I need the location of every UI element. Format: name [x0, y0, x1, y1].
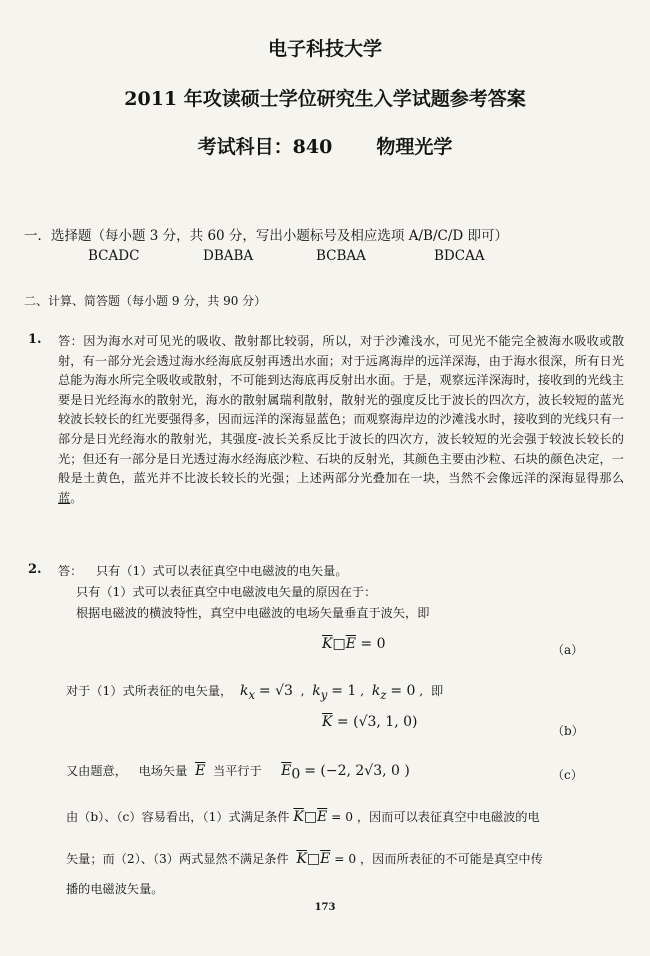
- line-f-pre: 由（b）、（c）容易看出，（1）式满足条件: [66, 810, 290, 824]
- kx-label: $k_x$: [239, 683, 256, 702]
- subject-line: [0, 132, 650, 159]
- section1-heading: 一．选择题（每小题 3 分，共 60 分，写出小题标号及相应选项 A/B/C/D 即可）: [24, 228, 508, 244]
- vector-k-b: $\overline{K}$: [322, 714, 333, 730]
- question2-number: 2.: [28, 562, 42, 577]
- question1-text: 因为海水对可见光的吸收、散射都比较弱，所以，对于沙滩浅水，可见光不能完全被海水吸收或散射，有一部分光会透过海水经海底反射再透出水面；对于远离海岸的远洋深海，由于海水很深，所有日光总能为海水所完全吸收或散射，不可能到达海底再反射出水面。于是，观察远洋深海时，接收到的光线主要是日光经海水的散射光，海水的散射属瑞利散射，散射光的强度反比于波长的四次方，波长较短的蓝光较波长较长的红光要强得多，因而远洋的深海显蓝色；而观察海岸边的沙滩浅水时，接收到的光线只有一部分是日光经海水的散射光，其强度-波长关系反比于波长的四次方，波长较短的光会强于较波长较长的光；但还有一部分是日光透过海水经海底沙粒、石块的反射光，其颜色主要由沙粒、石块的颜色决定，一般是土黄色，: [58, 334, 625, 486]
- page-number: 173: [314, 902, 336, 913]
- question1-number: 1.: [28, 332, 42, 347]
- kx-value: = √3: [258, 683, 293, 699]
- equation-c-value: = (−2, 2√3, 0 ): [304, 763, 410, 779]
- line-e-pre: 又由题意，: [66, 764, 127, 778]
- vector-k: $\overline{K}$: [322, 636, 333, 652]
- question2-line-a: 只有（1）式可以表征真空中电磁波的电矢量。: [96, 564, 348, 578]
- ky-label: $k_y$: [312, 683, 328, 702]
- equation-a-tag: （a）: [552, 643, 584, 657]
- line-e-mid: 电场矢量: [138, 764, 188, 778]
- answer-group-3: BCBAA: [316, 248, 366, 264]
- question1-text-tail: 蓝光并不比波长较长的光强；上述两部分光叠加在一块，当然不会像远洋的深海显得那么: [133, 471, 625, 486]
- answer-group-2: DBABA: [203, 248, 254, 264]
- equation-b-value: = (√3, 1, 0): [336, 714, 418, 730]
- line-d-post: 即: [430, 684, 444, 698]
- vector-k-g: $\overline{K}$: [296, 851, 307, 867]
- question1-label: 答：: [58, 334, 84, 348]
- question1-answer: [58, 332, 624, 508]
- line-d-text: 对于（1）式所表征的电矢量，: [66, 684, 233, 698]
- line-g-pre: 矢量；而（2）、（3）两式显然不满足条件: [66, 852, 289, 866]
- question2-label: 答：: [58, 564, 83, 578]
- vector-e: $\overline{E}$: [345, 636, 356, 652]
- line-g-post: = 0 ，因而所表征的不可能是真空中传: [334, 852, 543, 866]
- equation-a: [322, 636, 385, 652]
- vector-e-f: $\overline{E}$: [317, 809, 328, 825]
- kz-value: = 0: [390, 683, 416, 699]
- question2-line-d: 对于（1）式所表征的电矢量， $k_x = √3$ , $k_y = 1$ , $k_z = 0$ , 即: [66, 683, 444, 702]
- equation-b: [322, 714, 417, 730]
- vector-k-f: $\overline{K}$: [293, 809, 304, 825]
- question2-line-f: [66, 808, 540, 825]
- exam-title: 2011 年攻读硕士学位研究生入学试题参考答案: [124, 88, 526, 110]
- equation-c-tag: （c）: [552, 768, 583, 782]
- kz-label: $k_z$: [371, 683, 387, 702]
- section2-heading: 二、计算、简答题（每小题 9 分，共 90 分）: [24, 294, 267, 308]
- equation-a-value: = 0: [360, 636, 386, 652]
- ky-value: = 1: [331, 683, 357, 699]
- dot-symbol-f: □: [303, 809, 318, 825]
- answer-group-1: BCADC: [88, 248, 140, 264]
- vector-e0: $\overline{E}$: [281, 763, 292, 779]
- e0-subscript: 0: [291, 766, 301, 783]
- vector-e-c: $\overline{E}$: [195, 763, 206, 779]
- question1-text-end: 蓝: [58, 490, 71, 505]
- question2-line-h: 播的电磁波矢量。: [66, 882, 164, 896]
- question2-line-e: [66, 762, 410, 782]
- question2-line-b: 只有（1）式可以表征真空中电磁波电矢量的原因在于：: [76, 585, 377, 599]
- dot-symbol: □: [332, 636, 346, 652]
- question1-period: 。: [70, 490, 83, 505]
- equation-b-tag: （b）: [552, 724, 584, 738]
- line-f-post: = 0 ，因而可以表征真空中电磁波的电: [331, 810, 540, 824]
- subject-name: 物理光学: [376, 136, 453, 158]
- university-title: 电子科技大学: [267, 38, 382, 60]
- question2-line-c: 根据电磁波的横波特性，真空中电磁波的电场矢量垂直于波矢，即: [76, 606, 430, 620]
- answer-group-4: BDCAA: [434, 248, 485, 264]
- vector-e-g: $\overline{E}$: [320, 851, 331, 867]
- subject-label: 考试科目：840: [197, 136, 333, 158]
- line-e-mid2: 当平行于: [213, 764, 262, 778]
- dot-symbol-g: □: [306, 851, 321, 867]
- question2-line-g: [66, 850, 543, 867]
